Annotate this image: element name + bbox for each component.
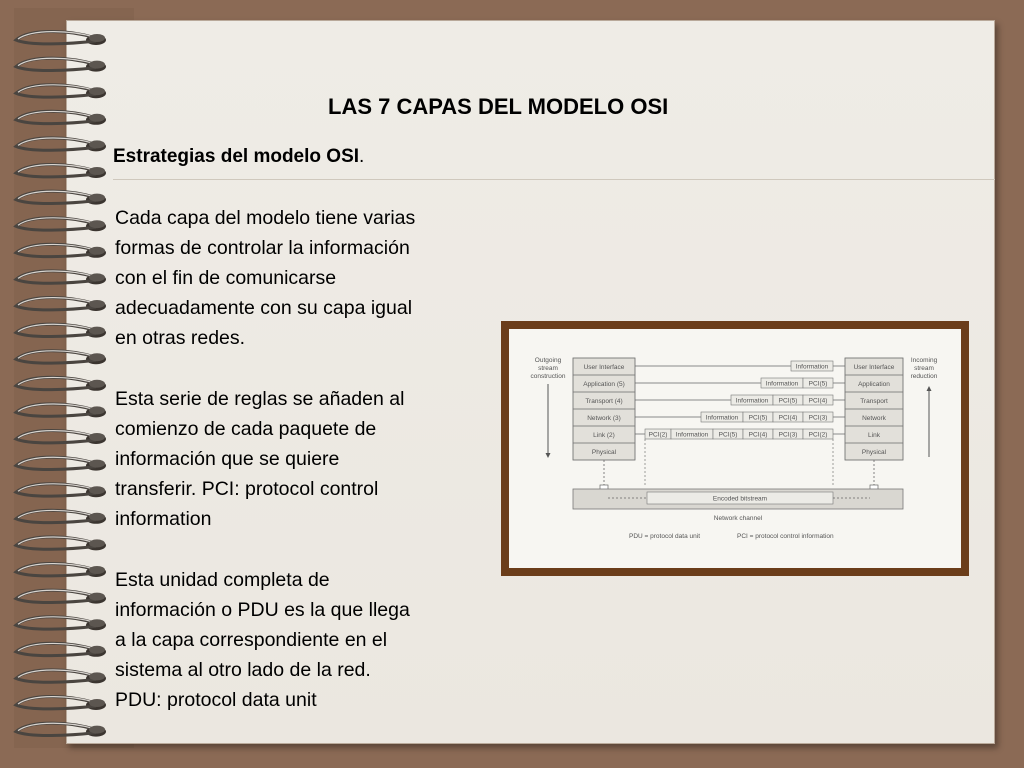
- binding-ring: [16, 244, 106, 257]
- slide-title: LAS 7 CAPAS DEL MODELO OSI: [328, 94, 669, 119]
- paragraph-2: Esta serie de reglas se añaden al comienzo de cada paquete de información que se quiere transferir. PCI: protocol control information: [115, 388, 405, 530]
- binding-ring: [16, 324, 106, 338]
- right-caption-1: Incoming: [910, 357, 938, 364]
- osi-diagram: [509, 329, 961, 568]
- row4-pci3: PCI(3): [808, 414, 828, 422]
- binding-ring: [16, 457, 106, 471]
- binding-ring: [16, 590, 106, 604]
- pdu-row-2: [635, 378, 845, 388]
- body-text: [115, 203, 515, 746]
- row1-information: Information: [795, 363, 829, 371]
- binding-ring: [16, 617, 106, 631]
- row4-information: Information: [705, 414, 739, 422]
- left-layer-application: Application (5): [583, 381, 625, 388]
- binding-ring: [16, 138, 106, 152]
- binding-ring: [16, 191, 106, 205]
- pdu-row-3: [635, 395, 845, 405]
- row3-pci4: PCI(4): [808, 397, 828, 405]
- binding-ring: [16, 564, 106, 578]
- right-layer-stack: [845, 358, 903, 460]
- divider: [113, 179, 995, 180]
- row3-information: Information: [735, 397, 769, 405]
- binding-ring: [16, 484, 106, 498]
- slide-subtitle: [113, 146, 364, 168]
- binding-ring: [16, 643, 106, 657]
- row4-pci5: PCI(5): [748, 414, 768, 422]
- pdu-row-1: [635, 361, 845, 371]
- right-caption-2: stream: [914, 365, 934, 372]
- left-layer-physical: Physical: [591, 449, 617, 456]
- right-layer-user-interface: User Interface: [853, 364, 895, 371]
- left-layer-link: Link (2): [593, 432, 615, 439]
- right-layer-network: Network: [862, 415, 886, 422]
- left-layer-stack: [573, 358, 635, 460]
- subtitle-tail: .: [359, 146, 365, 167]
- binding-ring: [16, 111, 106, 125]
- legend-pci: PCI = protocol control information: [737, 533, 834, 540]
- row3-pci5: PCI(5): [778, 397, 798, 405]
- left-layer-user-interface: User Interface: [583, 364, 625, 371]
- row5-pci5: PCI(5): [718, 431, 738, 439]
- row5-pci2-left: PCI(2): [648, 431, 668, 439]
- subtitle-bold: Estrategias del modelo OSI: [113, 146, 360, 167]
- binding-ring: [16, 697, 106, 711]
- binding-ring: [16, 58, 106, 72]
- row5-pci3: PCI(3): [778, 431, 798, 439]
- left-caption-2: stream: [538, 365, 558, 372]
- binding-ring: [16, 351, 106, 365]
- row5-pci4: PCI(4): [748, 431, 768, 439]
- binding-ring: [16, 271, 106, 285]
- binding-ring: [16, 298, 106, 312]
- right-layer-application: Application: [858, 381, 890, 388]
- spiral-binding: [0, 0, 130, 768]
- right-layer-transport: Transport: [860, 398, 888, 405]
- binding-ring: [16, 431, 106, 445]
- paragraph-1: Cada capa del modelo tiene varias formas de controlar la información con el fin de comunicarse adecuadamente con su capa igual en otras redes.: [115, 207, 416, 349]
- row5-pci2: PCI(2): [808, 431, 828, 439]
- left-layer-transport: Transport (4): [585, 398, 623, 405]
- binding-ring: [16, 165, 106, 179]
- pdu-row-5: [635, 429, 845, 439]
- row4-pci4: PCI(4): [778, 414, 798, 422]
- binding-ring: [16, 85, 106, 99]
- binding-ring: [16, 723, 106, 737]
- row5-information: Information: [675, 431, 709, 439]
- left-layer-network: Network (3): [587, 415, 621, 422]
- bitstream-label: Encoded bitstream: [712, 495, 768, 503]
- pdu-row-4: [635, 412, 845, 422]
- osi-diagram-svg: [509, 329, 961, 568]
- row2-information: Information: [765, 380, 799, 388]
- binding-ring: [16, 218, 106, 232]
- network-channel-label: Network channel: [713, 515, 763, 522]
- binding-ring: [16, 377, 106, 391]
- paragraph-3: Esta unidad completa de información o PDU es la que llega a la capa correspondiente en el sistema al otro lado de la red. PDU: protocol data unit: [115, 569, 410, 711]
- left-caption-1: Outgoing: [534, 357, 562, 364]
- left-caption-3: construction: [530, 373, 566, 380]
- osi-diagram-frame: [501, 321, 969, 576]
- binding-ring: [16, 32, 106, 46]
- right-layer-physical: Physical: [861, 449, 887, 456]
- binding-ring: [16, 670, 106, 684]
- binding-ring: [16, 537, 106, 551]
- binding-ring: [16, 510, 106, 524]
- right-caption-3: reduction: [910, 373, 938, 380]
- legend-pdu: PDU = protocol data unit: [629, 533, 700, 540]
- right-layer-link: Link: [868, 432, 880, 439]
- row2-pci5: PCI(5): [808, 380, 828, 388]
- binding-ring: [16, 404, 106, 418]
